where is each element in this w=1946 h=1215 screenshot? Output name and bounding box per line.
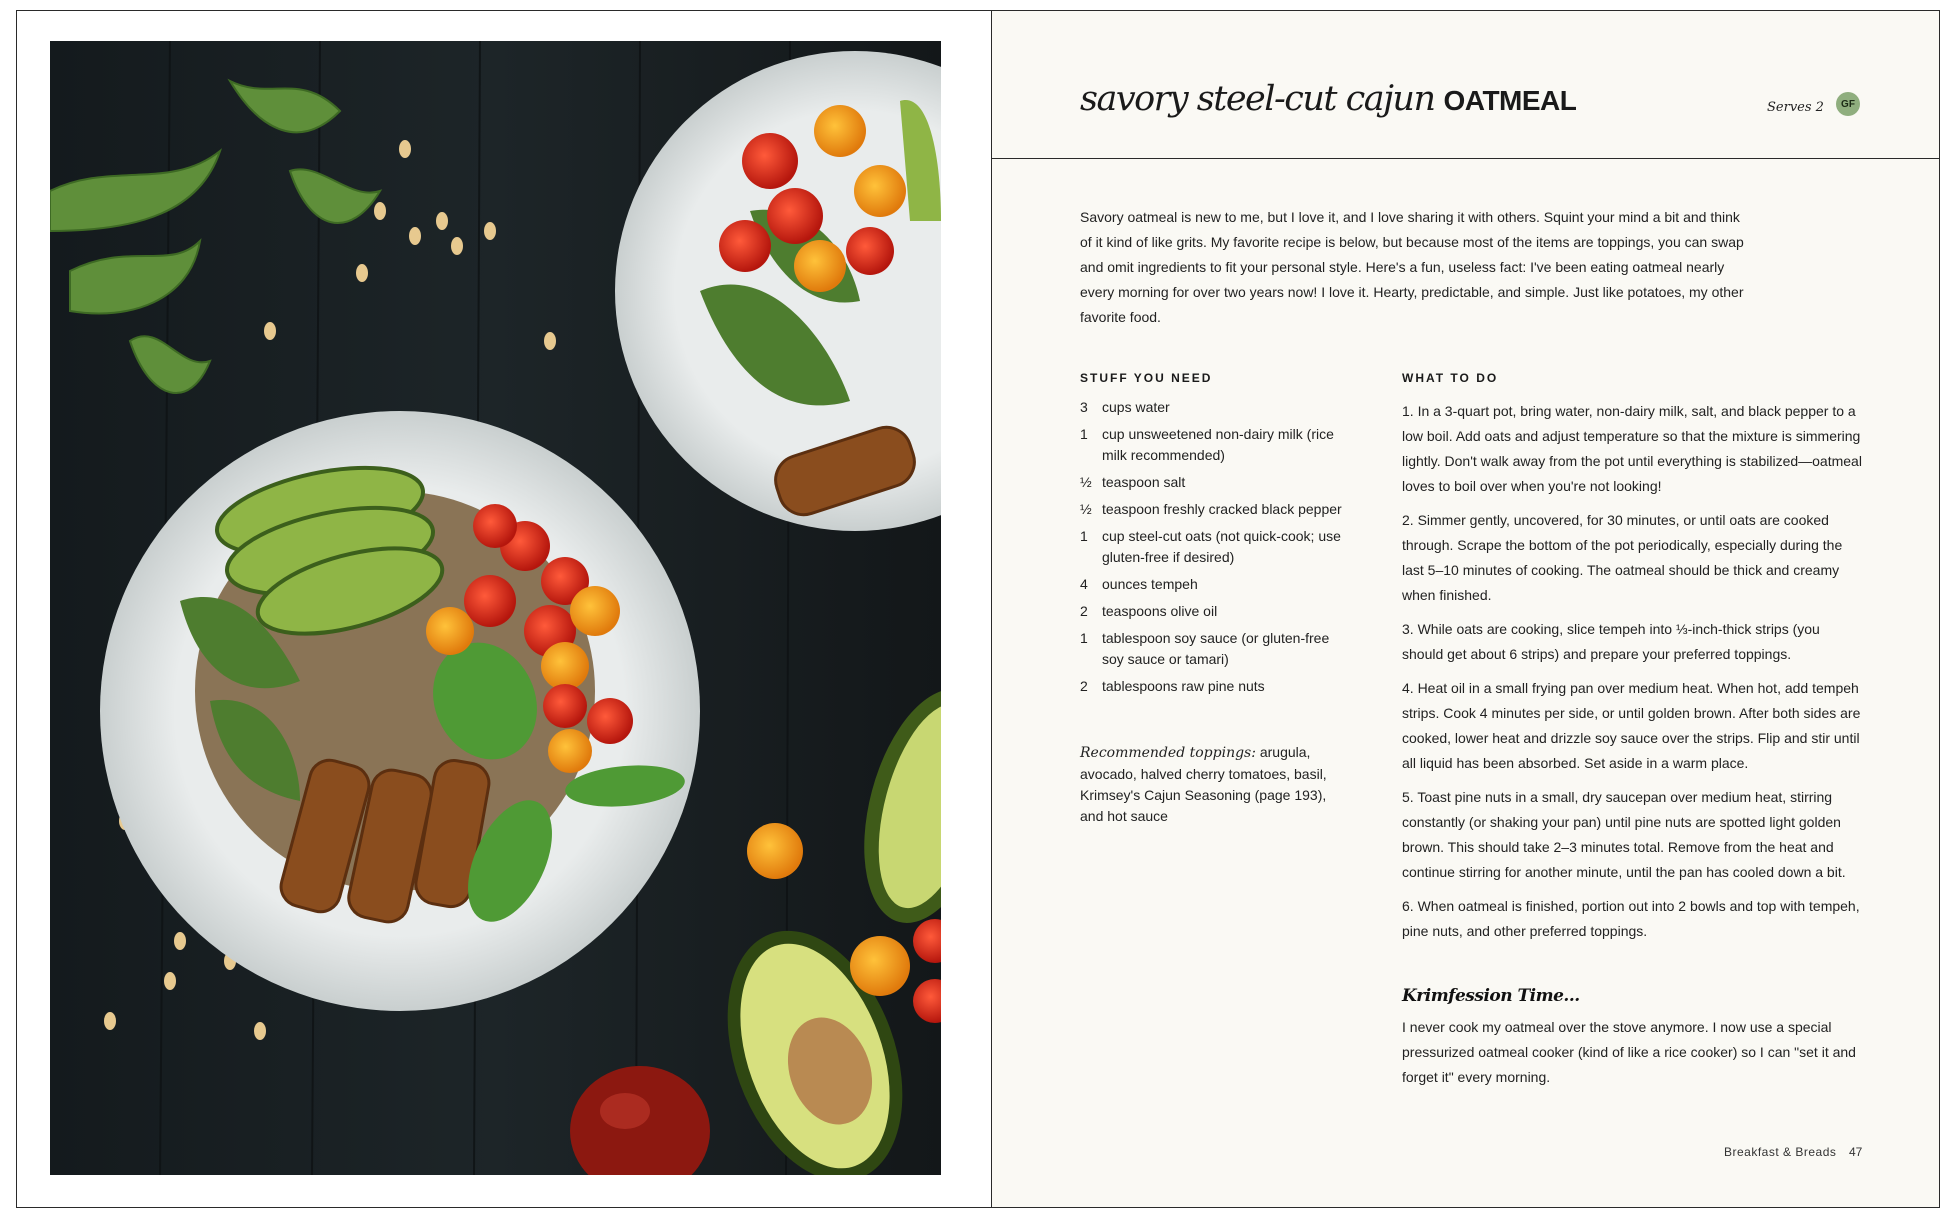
recipe-title bbox=[1080, 77, 1576, 119]
recommended-label: Recommended toppings: bbox=[1080, 745, 1256, 761]
ingredient-qty: 1 bbox=[1080, 630, 1088, 646]
ingredient-text: tablespoons raw pine nuts bbox=[1102, 678, 1265, 694]
directions-list bbox=[1402, 399, 1864, 953]
ingredient-item bbox=[1080, 574, 1345, 595]
ingredient-qty: ½ bbox=[1080, 474, 1092, 490]
ingredients-heading: STUFF YOU NEED bbox=[1080, 371, 1213, 385]
ingredient-item bbox=[1080, 499, 1345, 520]
recipe-title-script: savory steel-cut cajun bbox=[1080, 79, 1435, 119]
ingredient-qty: 4 bbox=[1080, 576, 1088, 592]
ingredient-qty: 3 bbox=[1080, 399, 1088, 415]
ingredient-item bbox=[1080, 676, 1345, 697]
direction-step: 6. When oatmeal is finished, portion out into 2 bowls and top with tempeh, pine nuts, and other preferred toppings. bbox=[1402, 898, 1860, 939]
title-bar bbox=[992, 11, 1939, 159]
recommended-toppings bbox=[1080, 742, 1350, 827]
book-spread bbox=[16, 10, 1940, 1208]
food-illustration bbox=[50, 41, 941, 1175]
serves-label: Serves 2 bbox=[1767, 100, 1824, 115]
recipe-page bbox=[992, 11, 1939, 1207]
ingredient-item bbox=[1080, 472, 1345, 493]
ingredient-item bbox=[1080, 424, 1345, 466]
recipe-title-bold: OATMEAL bbox=[1443, 85, 1577, 116]
gluten-free-badge: GF bbox=[1836, 92, 1860, 116]
direction-step: 5. Toast pine nuts in a small, dry saucepan over medium heat, stirring constantly (or shaking your pan) until pine nuts are spotted light golden brown. This should take 2–3 minutes total. Remove from the heat and continue stirring for another minute, until the pan has cooled down a bit. bbox=[1402, 789, 1846, 880]
recipe-photo bbox=[50, 41, 941, 1175]
ingredient-text: teaspoon freshly cracked black pepper bbox=[1102, 501, 1342, 517]
ingredient-qty: ½ bbox=[1080, 501, 1092, 517]
ingredient-item bbox=[1080, 628, 1345, 670]
krimfession-title: Krimfession Time... bbox=[1402, 986, 1580, 1006]
directions-heading: WHAT TO DO bbox=[1402, 371, 1499, 385]
ingredient-text: tablespoon soy sauce (or gluten-free soy sauce or tamari) bbox=[1102, 630, 1330, 667]
ingredient-qty: 2 bbox=[1080, 678, 1088, 694]
ingredient-qty: 2 bbox=[1080, 603, 1088, 619]
direction-step: 2. Simmer gently, uncovered, for 30 minutes, or until oats are cooked through. Scrape the bottom of the pot periodically, especially during the last 5–10 minutes of cooking. The oatmeal should be thick and creamy when finished. bbox=[1402, 512, 1843, 603]
recommended-text: arugula, avocado, halved cherry tomatoes, basil, Krimsey's Cajun Seasoning (page 193), and hot sauce bbox=[1080, 744, 1327, 824]
ingredient-text: ounces tempeh bbox=[1102, 576, 1198, 592]
ingredient-text: teaspoons olive oil bbox=[1102, 603, 1218, 619]
ingredient-item bbox=[1080, 397, 1345, 418]
ingredient-text: cups water bbox=[1102, 399, 1170, 415]
page-number: 47 bbox=[1849, 1145, 1863, 1159]
ingredient-text: cup steel-cut oats (not quick-cook; use gluten-free if desired) bbox=[1102, 528, 1341, 565]
ingredient-text: teaspoon salt bbox=[1102, 474, 1186, 490]
ingredient-item bbox=[1080, 526, 1345, 568]
ingredients-list bbox=[1080, 397, 1345, 703]
ingredient-item bbox=[1080, 601, 1345, 622]
recipe-intro: Savory oatmeal is new to me, but I love it, and I love sharing it with others. Squint your mind a bit and think of it kind of like grits. My favorite recipe is below, but because most of the items are toppings, you can swap and omit ingredients to fit your personal style. Here's a fun, useless fact: I've been eating oatmeal nearly every morning for over two years now! I love it. Hearty, predictable, and simple. Just like potatoes, my other favorite food. bbox=[1080, 209, 1744, 325]
ingredient-qty: 1 bbox=[1080, 528, 1088, 544]
ingredient-qty: 1 bbox=[1080, 426, 1088, 442]
ingredient-text: cup unsweetened non-dairy milk (rice milk recommended) bbox=[1102, 426, 1334, 463]
direction-step: 1. In a 3-quart pot, bring water, non-dairy milk, salt, and black pepper to a low boil. Add oats and adjust temperature so that the mixture is simmering lightly. Don't walk away from the pot until everything is stabilized—oatmeal loves to boil over when you're not looking! bbox=[1402, 403, 1862, 494]
footer-section: Breakfast & Breads bbox=[1724, 1145, 1837, 1159]
krimfession-text: I never cook my oatmeal over the stove anymore. I now use a special pressurized oatmeal cooker (kind of like a rice cooker) so I can "set it and forget it" every morning. bbox=[1402, 1019, 1856, 1085]
direction-step: 4. Heat oil in a small frying pan over medium heat. When hot, add tempeh strips. Cook 4 minutes per side, or until golden brown. After both sides are cooked, lower heat and drizzle soy sauce over the strips. Flip and stir until all liquid has been absorbed. Set aside in a warm place. bbox=[1402, 680, 1861, 771]
direction-step: 3. While oats are cooking, slice tempeh into ⅓-inch-thick strips (you should get about 6 strips) and prepare your preferred toppings. bbox=[1402, 621, 1820, 662]
